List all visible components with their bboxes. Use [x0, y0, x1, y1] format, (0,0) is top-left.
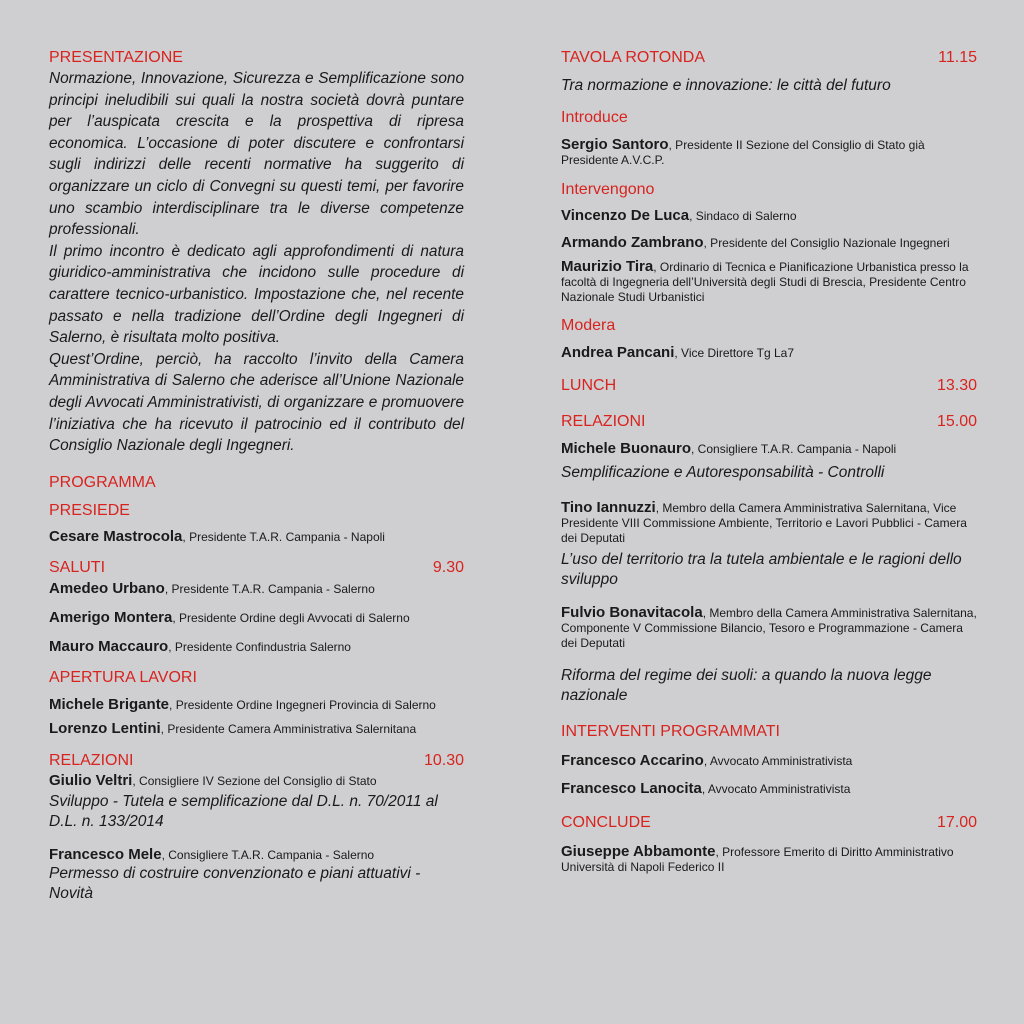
relazione-title: Sviluppo - Tutela e semplificazione dal D.L. n. 70/2011 al D.L. n. 133/2014	[49, 792, 438, 830]
relazione-speaker: Giulio Veltri, Consigliere IV Sezione del Consiglio di Stato	[49, 771, 377, 789]
apertura-person: Lorenzo Lentini, Presidente Camera Amministrativa Salernitana	[49, 719, 417, 737]
lunch-time: 13.30	[936, 377, 977, 394]
tavola-heading: TAVOLA ROTONDA 11.15	[561, 49, 977, 66]
relazioni-time: 10.30	[423, 751, 464, 769]
relazione-speaker: Fulvio Bonavitacola, Membro della Camera Amministrativa Salernitana, Componente V Commissione Bilancio, Tesoro e Programmazione - Camera dei Deputati	[561, 604, 977, 650]
presentazione-paragraph: Quest’Ordine, perciò, ha raccolto l’invito della Camera Amministrativa di Salerno che aderisce all’Unione Nazionale degli Avvocati Amministrativisti, di organizzare e promuovere l’iniziativa che ha ricevuto il patrocinio ed il contributo del Consiglio Nazionale degli Ingegneri.	[49, 350, 464, 455]
relazioni-pm-heading: RELAZIONI 15.00	[561, 413, 977, 430]
interventi-heading: INTERVENTI PROGRAMMATI	[561, 723, 780, 740]
saluti-heading: SALUTI 9.30	[49, 558, 464, 576]
relazione-speaker: Michele Buonauro, Consigliere T.A.R. Campania - Napoli	[561, 440, 897, 457]
relazione-title: L’uso del territorio tra la tutela ambientale e le ragioni dello sviluppo	[561, 551, 962, 588]
intervengono-person: Armando Zambrano, Presidente del Consiglio Nazionale Ingegneri	[561, 234, 950, 251]
interventi-person: Francesco Accarino, Avvocato Amministrativista	[561, 752, 853, 769]
saluti-person: Amerigo Montera, Presidente Ordine degli Avvocati di Salerno	[49, 608, 410, 626]
relazione-speaker: Francesco Mele, Consigliere T.A.R. Campania - Salerno	[49, 845, 375, 863]
intervengono-heading: Intervengono	[561, 181, 655, 198]
presiede-person: Cesare Mastrocola, Presidente T.A.R. Campania - Napoli	[49, 527, 385, 545]
apertura-heading: APERTURA LAVORI	[49, 668, 197, 686]
relazione-title: Semplificazione e Autoresponsabilità - Controlli	[561, 464, 885, 481]
relazione-title: Permesso di costruire convenzionato e piani attuativi - Novità	[49, 864, 421, 902]
saluti-person: Amedeo Urbano, Presidente T.A.R. Campania - Salerno	[49, 579, 375, 597]
presiede-heading: PRESIEDE	[49, 501, 130, 519]
lunch-heading: LUNCH 13.30	[561, 377, 977, 394]
tavola-subtitle: Tra normazione e innovazione: le città del futuro	[561, 77, 891, 94]
introduce-heading: Introduce	[561, 109, 628, 126]
intervengono-person: Vincenzo De Luca, Sindaco di Salerno	[561, 207, 797, 224]
intervengono-person: Maurizio Tira, Ordinario di Tecnica e Pianificazione Urbanistica presso la facoltà di Ingegneria dell’Università degli Studi di Brescia, Presidente Centro Nazionale Studi Urbanistici	[561, 258, 969, 304]
tavola-time: 11.15	[938, 49, 977, 66]
relazione-speaker: Tino Iannuzzi, Membro della Camera Amministrativa Salernitana, Vice Presidente VIII Commissione Ambiente, Territorio e Lavori Pubblici - Camera dei Deputati	[561, 499, 967, 545]
conclude-person: Giuseppe Abbamonte, Professore Emerito di Diritto Amministrativo Università di Napoli Federico II	[561, 843, 954, 874]
relazioni-pm-time: 15.00	[936, 413, 977, 430]
conclude-heading: CONCLUDE 17.00	[561, 814, 977, 831]
relazione-title: Riforma del regime dei suoli: a quando la nuova legge nazionale	[561, 667, 932, 704]
left-column	[49, 48, 464, 904]
presentazione-text	[49, 68, 464, 457]
programma-heading: PROGRAMMA	[49, 473, 156, 491]
presentazione-paragraph: Normazione, Innovazione, Sicurezza e Semplificazione sono principi ineludibili sui quali la nostra società dovrà puntare per l’auspicata crescita e la prospettiva di ripresa economica. L’occasione di poter discutere e confrontarsi sugli indirizzi delle recenti normative ha suggerito di organizzare un ciclo di Convegni su questi temi, per favorire uno scambio interdisciplinare tra le diverse competenze professionali.	[49, 70, 464, 239]
interventi-person: Francesco Lanocita, Avvocato Amministrativista	[561, 780, 851, 797]
right-column	[561, 48, 977, 875]
presentazione-paragraph: Il primo incontro è dedicato agli approfondimenti di natura giuridico-amministrativa che incidono sulle procedure di carattere tecnico-urbanistico. Impostazione che, nel recente passato e nella tradizione dell’Ordine degli Ingegneri di Salerno, è risultata molto positiva.	[49, 242, 464, 347]
conclude-time: 17.00	[936, 814, 977, 831]
saluti-time: 9.30	[432, 558, 464, 576]
modera-heading: Modera	[561, 317, 616, 334]
modera-person: Andrea Pancani, Vice Direttore Tg La7	[561, 344, 794, 361]
saluti-person: Mauro Maccauro, Presidente Confindustria Salerno	[49, 637, 351, 655]
presentazione-heading: PRESENTAZIONE	[49, 49, 183, 66]
apertura-person: Michele Brigante, Presidente Ordine Ingegneri Provincia di Salerno	[49, 695, 436, 713]
introduce-person: Sergio Santoro, Presidente II Sezione del Consiglio di Stato già Presidente A.V.C.P.	[561, 136, 925, 167]
relazioni-heading: RELAZIONI 10.30	[49, 751, 464, 769]
